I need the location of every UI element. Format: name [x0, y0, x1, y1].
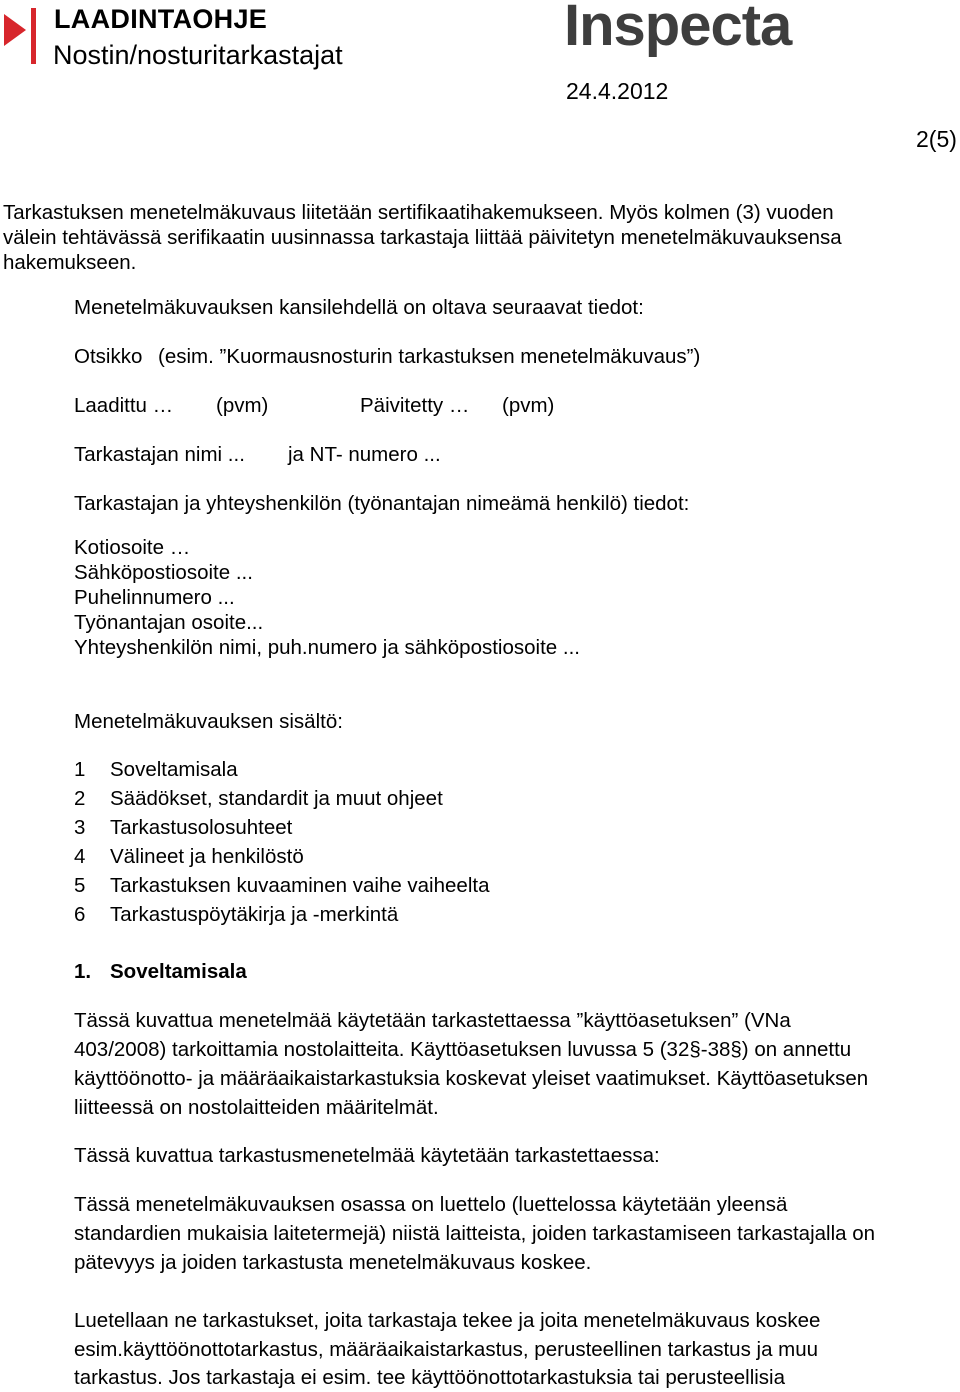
document-date: 24.4.2012: [566, 78, 669, 104]
brand-logo: Inspecta: [564, 0, 792, 58]
list-item: [74, 813, 292, 842]
updated-date-label: (pvm): [502, 394, 555, 417]
paragraph-line: standardien mukaisia laitetermejä) niistä laitteista, joiden tarkastamiseen tarkastajalla on: [74, 1222, 876, 1245]
cover-lead: Menetelmäkuvauksen kansilehdellä on oltava seuraavat tiedot:: [74, 296, 644, 319]
list-item-number: 5: [74, 874, 86, 897]
contents-heading: Menetelmäkuvauksen sisältö:: [74, 710, 343, 733]
intro-line: Tarkastuksen menetelmäkuvaus liitetään sertifikaatihakemukseen. Myös kolmen (3) vuoden: [3, 201, 834, 224]
list-item: [74, 900, 398, 929]
paragraph-line: Tässä kuvattua menetelmää käytetään tarkastettaessa ”käyttöasetuksen” (VNa: [74, 1009, 791, 1032]
paragraph-line: liitteessä on nostolaitteiden määritelmät.: [74, 1096, 439, 1119]
intro-line: välein tehtävässä serifikaatin uusinnassa tarkastaja liittää päivitetyn menetelmäkuvauksensa: [3, 226, 842, 249]
list-item-label: Välineet ja henkilöstö: [110, 845, 304, 868]
list-item: [74, 755, 238, 784]
page-number: 2(5): [916, 126, 957, 152]
document-type: LAADINTAOHJE: [54, 4, 268, 34]
intro-line: hakemukseen.: [3, 251, 137, 274]
contact-item: Sähköpostiosoite ...: [74, 561, 253, 584]
list-item-number: 4: [74, 845, 86, 868]
list-item: [74, 842, 304, 871]
paragraph-line: käyttöönotto- ja määräaikaistarkastuksia koskevat yleiset vaatimukset. Käyttöasetuksen: [74, 1067, 869, 1090]
list-item-label: Tarkastusolosuhteet: [110, 816, 293, 839]
title-example: (esim. ”Kuormausnosturin tarkastuksen menetelmäkuvaus”): [158, 345, 701, 368]
section-title: Soveltamisala: [110, 960, 247, 983]
contact-lead: Tarkastajan ja yhteyshenkilön (työnantajan nimeämä henkilö) tiedot:: [74, 492, 690, 515]
paragraph-line: 403/2008) tarkoittamia nostolaitteita. Käyttöasetuksen luvussa 5 (32§-38§) on annettu: [74, 1038, 852, 1061]
paragraph-line: pätevyys ja joiden tarkastusta menetelmäkuvaus koskee.: [74, 1251, 592, 1274]
paragraph-line: esim.käyttöönottotarkastus, määräaikaistarkastus, perusteellinen tarkastus ja muu: [74, 1338, 819, 1361]
inspector-name-label: Tarkastajan nimi ...: [74, 443, 245, 466]
list-item-number: 2: [74, 787, 86, 810]
contact-item: Yhteyshenkilön nimi, puh.numero ja sähköpostiosoite ...: [74, 636, 580, 659]
section-paragraph: Tässä kuvattua tarkastusmenetelmää käytetään tarkastettaessa:: [74, 1144, 660, 1167]
paragraph-line: Tässä menetelmäkuvauksen osassa on luettelo (luettelossa käytetään yleensä: [74, 1193, 788, 1216]
list-item-number: 6: [74, 903, 86, 926]
list-item-number: 3: [74, 816, 86, 839]
list-item-label: Säädökset, standardit ja muut ohjeet: [110, 787, 443, 810]
paragraph-line: tarkastus. Jos tarkastaja ei esim. tee käyttöönottotarkastuksia tai perusteellisia: [74, 1366, 786, 1389]
updated-label: Päivitetty …: [360, 394, 470, 417]
list-item-number: 1: [74, 758, 86, 781]
contact-item: Kotiosoite …: [74, 536, 191, 559]
section-number: 1.: [74, 960, 92, 983]
logo-mark-icon: [4, 8, 36, 64]
list-item-label: Soveltamisala: [110, 758, 238, 781]
paragraph-line: Luetellaan ne tarkastukset, joita tarkastaja tekee ja joita menetelmäkuvaus koskee: [74, 1309, 821, 1332]
list-item: [74, 871, 489, 900]
contact-item: Puhelinnumero ...: [74, 586, 235, 609]
created-date-label: (pvm): [216, 394, 269, 417]
title-label: Otsikko: [74, 345, 143, 368]
contact-item: Työnantajan osoite...: [74, 611, 264, 634]
list-item-label: Tarkastuspöytäkirja ja -merkintä: [110, 903, 399, 926]
list-item-label: Tarkastuksen kuvaaminen vaihe vaiheelta: [110, 874, 490, 897]
list-item: [74, 784, 443, 813]
created-label: Laadittu …: [74, 394, 174, 417]
nt-number-label: ja NT- numero ...: [288, 443, 441, 466]
document-subtitle: Nostin/nosturitarkastajat: [53, 40, 343, 70]
